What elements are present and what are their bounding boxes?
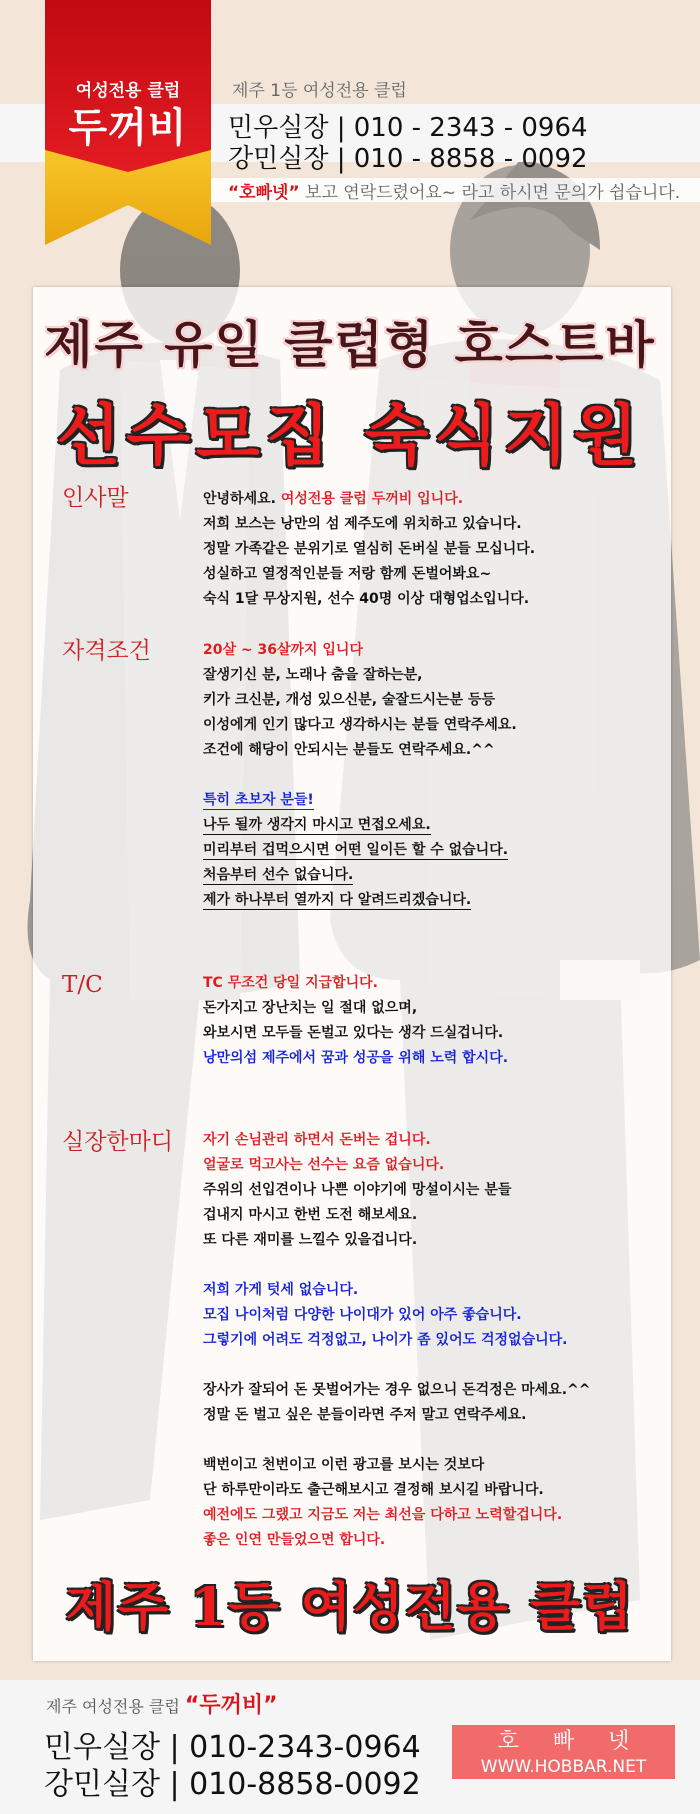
- qualification-lines: [203, 638, 517, 913]
- beginner-line: [203, 863, 517, 888]
- manager-red-line: 얼굴로 먹고사는 선수는 요즘 없습니다.: [203, 1157, 445, 1173]
- brand-url: WWW.HOBBAR.NET: [480, 1757, 647, 1777]
- tc-blue-line: 낭만의섬 제주에서 꿈과 성공을 위해 노력 합시다.: [203, 1050, 509, 1066]
- ribbon-subtitle: 여성전용 클럽: [75, 81, 181, 101]
- headline: 제주 유일 클럽형 호스트바: [44, 316, 656, 374]
- qualification-line: 키가 크신분, 개성 있으신분, 술잘드시는분 등등: [203, 692, 495, 708]
- section-label-tc: T/C: [62, 972, 103, 998]
- note-highlight: “호빠넷”: [228, 183, 300, 203]
- beginner-line-text: 나두 될까 생각지 마시고 면접오세요.: [203, 817, 431, 833]
- greeting-line-red: 여성전용 클럽 두꺼비 입니다.: [280, 491, 464, 507]
- section-label-greeting: 인사말: [62, 485, 129, 511]
- footer-club-name: “두꺼비”: [184, 1693, 278, 1718]
- greeting-lines: [203, 487, 535, 612]
- manager-blue-line: 모집 나이처럼 다양한 나이대가 있어 아주 좋습니다.: [203, 1307, 522, 1323]
- greeting-line: 숙식 1달 무상지원, 선수 40명 이상 대형업소입니다.: [203, 591, 530, 607]
- section-label-qualifications: 자격조건: [62, 638, 151, 664]
- qualification-line: 조건에 해당이 안되시는 분들도 연락주세요.^^: [203, 742, 495, 758]
- beginner-title-text: 특히 초보자 분들!: [203, 792, 314, 808]
- footer-phone-minwoo[interactable]: 민우실장 | 010-2343-0964: [44, 1730, 421, 1765]
- footer-club: [46, 1688, 278, 1719]
- header-phone-gangmin[interactable]: 강민실장 | 010 - 8858 - 0092: [228, 144, 588, 174]
- tc-line: 와보시면 모두들 돈벌고 있다는 생각 드실겁니다.: [203, 1025, 504, 1041]
- manager-red-line: 예전에도 그랬고 지금도 저는 최선을 다하고 노력할겁니다.: [203, 1507, 563, 1523]
- qualification-line: 이성에게 인기 많다고 생각하시는 분들 연락주세요.: [203, 717, 517, 733]
- header-phone-minwoo[interactable]: 민우실장 | 010 - 2343 - 0964: [228, 113, 588, 143]
- beginner-line: [203, 888, 517, 913]
- recruit-title: 선수모집 숙식지원: [56, 397, 644, 474]
- greeting-line: 저희 보스는 낭만의 섬 제주도에 위치하고 있습니다.: [203, 516, 522, 532]
- manager-blue-line: 저희 가게 텃세 없습니다.: [203, 1282, 359, 1298]
- footer-phone-gangmin[interactable]: 강민실장 | 010-8858-0092: [44, 1767, 421, 1802]
- greeting-line: 성실하고 열정적인분들 저랑 함께 돈벌어봐요~: [203, 566, 492, 582]
- manager-line: 정말 돈 벌고 싶은 분들이라면 주저 말고 연락주세요.: [203, 1407, 527, 1423]
- section-label-manager: 실장한마디: [62, 1129, 174, 1155]
- beginner-line-text: 제가 하나부터 열까지 다 알려드리겠습니다.: [203, 892, 472, 908]
- contact-note: [228, 178, 680, 203]
- manager-line: 또 다른 재미를 느낄수 있을겁니다.: [203, 1232, 418, 1248]
- manager-red-line: 자기 손님관리 하면서 돈버는 겁니다.: [203, 1132, 431, 1148]
- qualification-line: 잘생기신 분, 노래나 춤을 잘하는분,: [203, 667, 423, 683]
- beginner-line: [203, 838, 517, 863]
- beginner-line-text: 미리부터 겁먹으시면 어떤 일이든 할 수 없습니다.: [203, 842, 509, 858]
- note-text: 보고 연락드렸어요~ 라고 하시면 문의가 쉽습니다.: [299, 183, 681, 203]
- tc-lines: [203, 971, 508, 1071]
- footer-club-prefix: 제주 여성전용 클럽: [46, 1697, 185, 1716]
- manager-line: 백번이고 천번이고 이런 광고를 보시는 것보다: [203, 1457, 485, 1473]
- manager-line: 주위의 선입견이나 나쁜 이야기에 망설이시는 분들: [203, 1182, 512, 1198]
- manager-line: 단 하루만이라도 출근해보시고 결정해 보시길 바랍니다.: [203, 1482, 544, 1498]
- age-range-line: 20살 ~ 36살까지 입니다: [203, 642, 363, 658]
- greeting-line-plain: 안녕하세요.: [203, 491, 281, 507]
- tc-payment-line: TC 무조건 당일 지급합니다.: [203, 975, 379, 991]
- beginner-line: [203, 813, 517, 838]
- slogan: 제주 1등 여성전용 클럽: [65, 1577, 635, 1638]
- manager-red-line: 좋은 인연 만들었으면 합니다.: [203, 1532, 386, 1548]
- greeting-line: 정말 가족같은 분위기로 열심히 돈버실 분들 모십니다.: [203, 541, 536, 557]
- manager-line: 장사가 잘되어 돈 못벌어가는 경우 없으니 돈걱정은 마세요.^^: [203, 1382, 591, 1398]
- club-tagline: 제주 1등 여성전용 클럽: [232, 81, 407, 101]
- manager-lines: [203, 1128, 590, 1553]
- hobbar-brand-link[interactable]: [452, 1725, 675, 1779]
- beginner-title: [203, 788, 517, 813]
- brand-name: 호빠넷: [497, 1729, 664, 1754]
- manager-line: 겁내지 마시고 한번 도전 해보세요.: [203, 1207, 418, 1223]
- tc-line: 돈가지고 장난치는 일 절대 없으며,: [203, 1000, 418, 1016]
- ribbon-title: 두꺼비: [68, 105, 188, 151]
- greeting-line: [203, 487, 535, 512]
- beginner-line-text: 처음부터 선수 없습니다.: [203, 867, 354, 883]
- manager-blue-line: 그렇기에 어려도 걱정없고, 나이가 좀 있어도 걱정없습니다.: [203, 1332, 568, 1348]
